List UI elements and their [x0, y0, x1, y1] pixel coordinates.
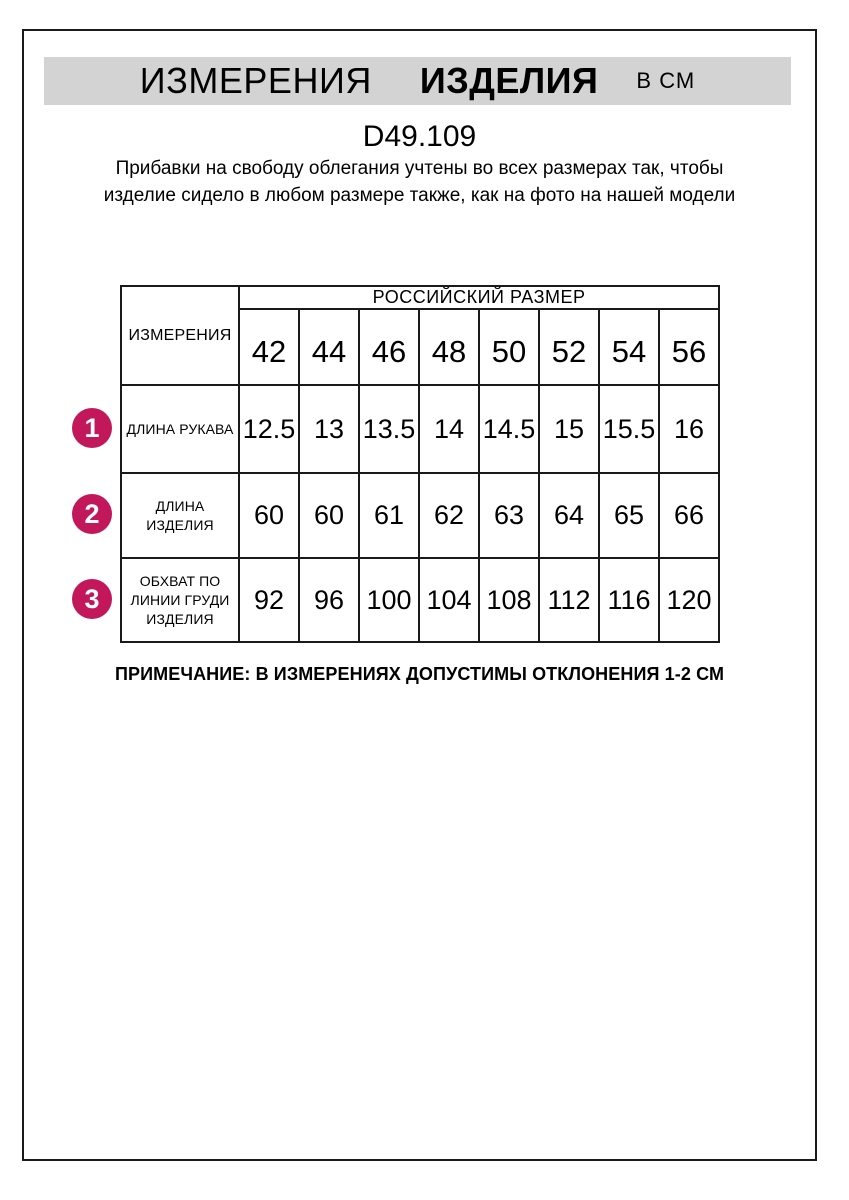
- size-column-header: 54: [599, 309, 659, 385]
- table-row-garment-length: [121, 473, 719, 558]
- cell-value: 61: [359, 473, 419, 558]
- size-table: [120, 285, 720, 643]
- cell-value: 62: [419, 473, 479, 558]
- measurements-column-header: ИЗМЕРЕНИЯ: [121, 286, 239, 385]
- banner-title-product: ИЗДЕЛИЯ: [419, 60, 599, 101]
- row-marker-1-badge: [72, 408, 112, 448]
- cell-value: 64: [539, 473, 599, 558]
- size-column-header: 48: [419, 309, 479, 385]
- row-marker-2-number: 2: [84, 498, 100, 529]
- row-label: ДЛИНА РУКАВА: [121, 385, 239, 473]
- size-column-header: 44: [299, 309, 359, 385]
- size-column-header: 42: [239, 309, 299, 385]
- table-row-sleeve-length: [121, 385, 719, 473]
- cell-value: 112: [539, 558, 599, 642]
- cell-value: 92: [239, 558, 299, 642]
- row-label: ДЛИНА ИЗДЕЛИЯ: [121, 473, 239, 558]
- row-label: ОБХВАТ ПО ЛИНИИ ГРУДИ ИЗДЕЛИЯ: [121, 558, 239, 642]
- cell-value: 116: [599, 558, 659, 642]
- cell-value: 12.5: [239, 385, 299, 473]
- cell-value: 13.5: [359, 385, 419, 473]
- russian-size-group-header: РОССИЙСКИЙ РАЗМЕР: [239, 286, 719, 309]
- cell-value: 14.5: [479, 385, 539, 473]
- size-column-header: 56: [659, 309, 719, 385]
- row-marker-1-number: 1: [84, 412, 100, 443]
- cell-value: 104: [419, 558, 479, 642]
- product-code: D49.109: [362, 120, 477, 153]
- size-column-header: 46: [359, 309, 419, 385]
- cell-value: 96: [299, 558, 359, 642]
- cell-value: 63: [479, 473, 539, 558]
- cell-value: 60: [299, 473, 359, 558]
- cell-value: 16: [659, 385, 719, 473]
- cell-value: 120: [659, 558, 719, 642]
- table-row-chest-girth: [121, 558, 719, 642]
- title-banner: [44, 57, 791, 105]
- cell-value: 100: [359, 558, 419, 642]
- size-column-header: 50: [479, 309, 539, 385]
- banner-unit-label: В СМ: [636, 68, 696, 93]
- cell-value: 13: [299, 385, 359, 473]
- row-marker-2-badge: [72, 494, 112, 534]
- cell-value: 60: [239, 473, 299, 558]
- cell-value: 66: [659, 473, 719, 558]
- fit-description: Прибавки на свободу облегания учтены во всех размерах так, чтобы изделие сидело в любом размере также, как на фото на нашей модели: [103, 158, 736, 206]
- size-column-header: 52: [539, 309, 599, 385]
- banner-title-measurements: ИЗМЕРЕНИЯ: [139, 60, 372, 101]
- page-border-frame: [22, 29, 817, 1161]
- cell-value: 65: [599, 473, 659, 558]
- cell-value: 108: [479, 558, 539, 642]
- table-row: [121, 286, 719, 309]
- tolerance-note: ПРИМЕЧАНИЕ: В ИЗМЕРЕНИЯХ ДОПУСТИМЫ ОТКЛОНЕНИЯ 1-2 СМ: [114, 664, 725, 684]
- row-marker-3-number: 3: [84, 583, 100, 614]
- cell-value: 15: [539, 385, 599, 473]
- cell-value: 14: [419, 385, 479, 473]
- row-marker-3-badge: [72, 579, 112, 619]
- cell-value: 15.5: [599, 385, 659, 473]
